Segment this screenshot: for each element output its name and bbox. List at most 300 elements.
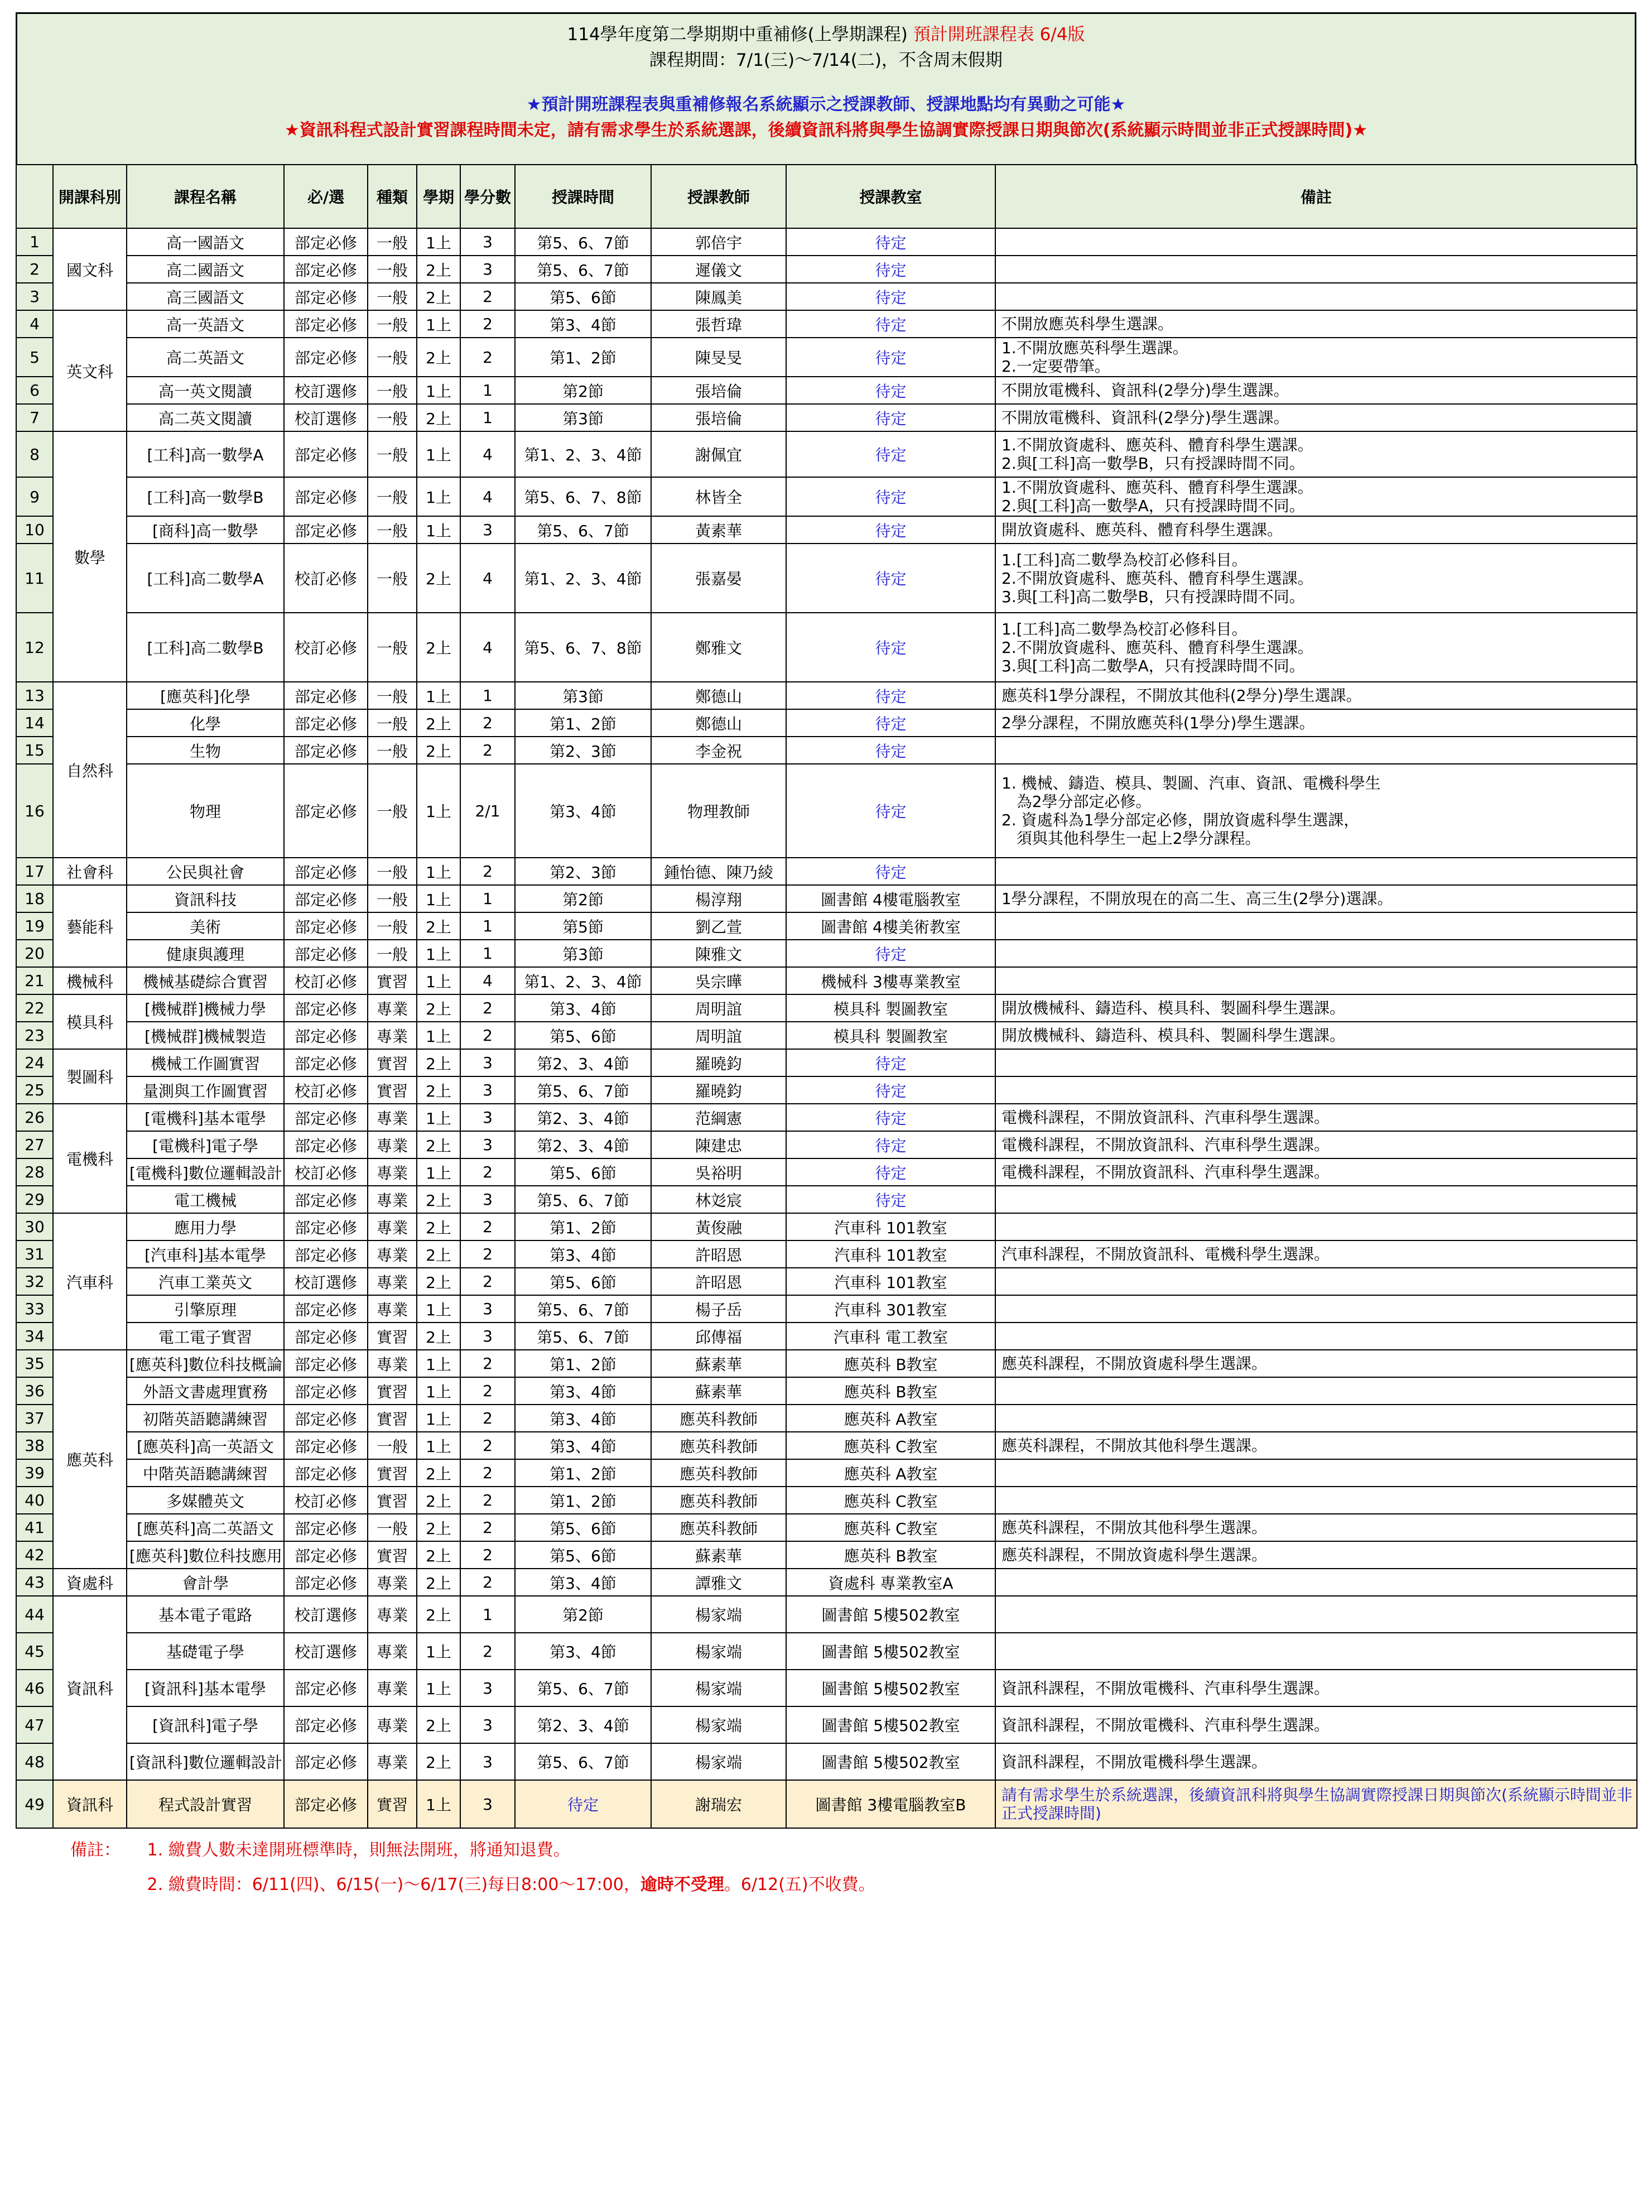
classroom-cell: 圖書館 3樓電腦教室B	[786, 1780, 995, 1828]
course-kind-cell: 專業	[368, 1186, 417, 1213]
course-name-cell: 會計學	[127, 1569, 284, 1596]
teacher-name-cell: 林彣宸	[651, 1186, 786, 1213]
required-type-cell: 校訂選修	[284, 1633, 368, 1670]
classroom-cell: 待定	[786, 228, 995, 256]
row-number-cell: 28	[16, 1158, 53, 1186]
semester-cell: 2上	[417, 1186, 460, 1213]
row-number-cell: 3	[16, 283, 53, 310]
course-kind-cell: 專業	[368, 1022, 417, 1049]
classroom-cell: 待定	[786, 1158, 995, 1186]
classroom-cell: 圖書館 5樓502教室	[786, 1743, 995, 1780]
course-kind-cell: 一般	[368, 709, 417, 737]
table-row	[16, 1541, 1637, 1569]
sheet-header	[16, 12, 1636, 164]
teacher-name-cell: 應英科教師	[651, 1405, 786, 1432]
course-kind-cell: 專業	[368, 1268, 417, 1295]
department-cell: 汽車科	[53, 1213, 127, 1350]
course-name-cell: 高三國語文	[127, 283, 284, 310]
course-table-body	[16, 228, 1637, 1828]
required-type-cell: 部定必修	[284, 431, 368, 477]
department-cell: 數學	[53, 431, 127, 682]
credits-cell: 2	[460, 1541, 515, 1569]
table-row	[16, 709, 1637, 737]
class-time-cell: 第3節	[515, 404, 651, 431]
classroom-cell: 汽車科 301教室	[786, 1295, 995, 1323]
row-number-cell: 44	[16, 1596, 53, 1633]
class-time-cell: 第2節	[515, 377, 651, 404]
classroom-cell: 待定	[786, 283, 995, 310]
credits-cell: 4	[460, 967, 515, 994]
row-number-cell: 18	[16, 885, 53, 912]
semester-cell: 1上	[417, 1670, 460, 1706]
course-name-cell: 化學	[127, 709, 284, 737]
course-name-cell: 汽車工業英文	[127, 1268, 284, 1295]
course-kind-cell: 一般	[368, 256, 417, 283]
row-number-cell: 47	[16, 1706, 53, 1743]
note-cell	[995, 283, 1637, 310]
teacher-name-cell: 許昭恩	[651, 1240, 786, 1268]
note-cell: 不開放電機科、資訊科(2學分)學生選課。	[995, 377, 1637, 404]
table-row	[16, 764, 1637, 858]
semester-cell: 1上	[417, 858, 460, 885]
class-time-cell: 第5、6、7節	[515, 1186, 651, 1213]
classroom-cell: 應英科 C教室	[786, 1487, 995, 1514]
table-row	[16, 1022, 1637, 1049]
table-row	[16, 1596, 1637, 1633]
required-type-cell: 部定必修	[284, 1104, 368, 1131]
semester-cell: 2上	[417, 338, 460, 377]
required-type-cell: 部定必修	[284, 1323, 368, 1350]
course-name-cell: [工科]高二數學B	[127, 613, 284, 682]
required-type-cell: 部定必修	[284, 1131, 368, 1158]
required-type-cell: 部定必修	[284, 1459, 368, 1487]
class-time-cell: 第3節	[515, 940, 651, 967]
row-number-cell: 30	[16, 1213, 53, 1240]
course-kind-cell: 專業	[368, 1104, 417, 1131]
teacher-name-cell: 李金祝	[651, 737, 786, 764]
row-number-cell: 29	[16, 1186, 53, 1213]
teacher-name-cell: 林皆全	[651, 477, 786, 516]
class-time-cell: 第3、4節	[515, 1377, 651, 1405]
classroom-cell: 汽車科 101教室	[786, 1240, 995, 1268]
course-name-cell: 高一英文閱讀	[127, 377, 284, 404]
teacher-name-cell: 羅曉鈞	[651, 1076, 786, 1104]
course-name-cell: [工科]高一數學B	[127, 477, 284, 516]
course-name-cell: 公民與社會	[127, 858, 284, 885]
course-name-cell: 電工電子實習	[127, 1323, 284, 1350]
course-name-cell: [應英科]數位科技應用	[127, 1541, 284, 1569]
class-time-cell: 第5、6、7節	[515, 256, 651, 283]
row-number-cell: 37	[16, 1405, 53, 1432]
credits-cell: 3	[460, 1104, 515, 1131]
note-cell: 應英科課程，不開放資處科學生選課。	[995, 1541, 1637, 1569]
course-kind-cell: 專業	[368, 1295, 417, 1323]
course-kind-cell: 專業	[368, 1569, 417, 1596]
classroom-cell: 圖書館 5樓502教室	[786, 1596, 995, 1633]
footer-item-2c: 。6/12(五)不收費。	[724, 1875, 875, 1894]
teacher-name-cell: 蘇素華	[651, 1541, 786, 1569]
department-cell: 藝能科	[53, 885, 127, 967]
note-cell: 開放機械科、鑄造科、模具科、製圖科學生選課。	[995, 1022, 1637, 1049]
required-type-cell: 校訂必修	[284, 1158, 368, 1186]
required-type-cell: 部定必修	[284, 1569, 368, 1596]
course-kind-cell: 一般	[368, 338, 417, 377]
class-time-cell: 第3、4節	[515, 994, 651, 1022]
note-cell	[995, 1295, 1637, 1323]
teacher-name-cell: 鍾怡德、陳乃綾	[651, 858, 786, 885]
table-row	[16, 1377, 1637, 1405]
course-name-cell: 程式設計實習	[127, 1780, 284, 1828]
classroom-cell: 應英科 A教室	[786, 1405, 995, 1432]
course-name-cell: 引擎原理	[127, 1295, 284, 1323]
teacher-name-cell: 黃素華	[651, 516, 786, 544]
course-kind-cell: 一般	[368, 431, 417, 477]
course-name-cell: [應英科]高二英語文	[127, 1514, 284, 1541]
note-cell	[995, 1596, 1637, 1633]
semester-cell: 2上	[417, 1323, 460, 1350]
credits-cell: 3	[460, 1780, 515, 1828]
course-name-cell: 高一英語文	[127, 310, 284, 338]
credits-cell: 3	[460, 1049, 515, 1076]
classroom-cell: 待定	[786, 1104, 995, 1131]
credits-cell: 2	[460, 1405, 515, 1432]
row-number-cell: 17	[16, 858, 53, 885]
course-name-cell: 資訊科技	[127, 885, 284, 912]
credits-cell: 4	[460, 477, 515, 516]
note-cell	[995, 1487, 1637, 1514]
credits-cell: 4	[460, 544, 515, 613]
course-kind-cell: 專業	[368, 1743, 417, 1780]
classroom-cell: 汽車科 電工教室	[786, 1323, 995, 1350]
row-number-cell: 19	[16, 912, 53, 940]
course-kind-cell: 一般	[368, 764, 417, 858]
classroom-cell: 應英科 B教室	[786, 1541, 995, 1569]
credits-cell: 2	[460, 994, 515, 1022]
classroom-cell: 應英科 B教室	[786, 1350, 995, 1377]
course-kind-cell: 一般	[368, 682, 417, 709]
teacher-name-cell: 邱傳福	[651, 1323, 786, 1350]
semester-cell: 2上	[417, 1541, 460, 1569]
credits-cell: 2	[460, 1268, 515, 1295]
semester-cell: 2上	[417, 1076, 460, 1104]
course-name-cell: [電機科]數位邏輯設計	[127, 1158, 284, 1186]
table-row	[16, 1186, 1637, 1213]
row-number-cell: 36	[16, 1377, 53, 1405]
table-row	[16, 1743, 1637, 1780]
table-row	[16, 1633, 1637, 1670]
note-cell: 1.[工科]高二數學為校訂必修科目。 2.不開放資處科、應英科、體育科學生選課。 3.與[工科]高二數學B，只有授課時間不同。	[995, 544, 1637, 613]
teacher-name-cell: 謝佩宜	[651, 431, 786, 477]
class-time-cell: 第1、2、3、4節	[515, 967, 651, 994]
required-type-cell: 部定必修	[284, 1432, 368, 1459]
notice-red: ★資訊科程式設計實習課程時間未定，請有需求學生於系統選課，後續資訊科將與學生協調實際授課日期與節次(系統顯示時間並非正式授課時間)★	[284, 121, 1368, 140]
course-name-cell: 外語文書處理實務	[127, 1377, 284, 1405]
credits-cell: 1	[460, 1596, 515, 1633]
teacher-name-cell: 譚雅文	[651, 1569, 786, 1596]
col-header-credits: 學分數	[460, 165, 515, 228]
course-name-cell: 基礎電子學	[127, 1633, 284, 1670]
credits-cell: 3	[460, 516, 515, 544]
class-time-cell: 第2節	[515, 1596, 651, 1633]
course-kind-cell: 一般	[368, 912, 417, 940]
course-name-cell: 高一國語文	[127, 228, 284, 256]
semester-cell: 2上	[417, 912, 460, 940]
table-row	[16, 1405, 1637, 1432]
class-time-cell: 第2、3、4節	[515, 1049, 651, 1076]
credits-cell: 3	[460, 228, 515, 256]
department-cell: 資處科	[53, 1569, 127, 1596]
classroom-cell: 待定	[786, 404, 995, 431]
class-time-cell: 第5、6、7節	[515, 516, 651, 544]
teacher-name-cell: 應英科教師	[651, 1487, 786, 1514]
teacher-name-cell: 張培倫	[651, 377, 786, 404]
teacher-name-cell: 應英科教師	[651, 1514, 786, 1541]
required-type-cell: 校訂選修	[284, 404, 368, 431]
department-cell: 國文科	[53, 228, 127, 310]
required-type-cell: 部定必修	[284, 1240, 368, 1268]
note-cell	[995, 940, 1637, 967]
course-kind-cell: 一般	[368, 544, 417, 613]
credits-cell: 4	[460, 613, 515, 682]
semester-cell: 1上	[417, 1633, 460, 1670]
semester-cell: 1上	[417, 310, 460, 338]
class-time-cell: 第1、2、3、4節	[515, 544, 651, 613]
table-row	[16, 1076, 1637, 1104]
required-type-cell: 部定必修	[284, 1186, 368, 1213]
row-number-cell: 26	[16, 1104, 53, 1131]
teacher-name-cell: 許昭恩	[651, 1268, 786, 1295]
required-type-cell: 部定必修	[284, 1541, 368, 1569]
course-name-cell: 高二英文閱讀	[127, 404, 284, 431]
table-row	[16, 682, 1637, 709]
table-row	[16, 377, 1637, 404]
required-type-cell: 校訂選修	[284, 1596, 368, 1633]
semester-cell: 1上	[417, 885, 460, 912]
course-kind-cell: 實習	[368, 1459, 417, 1487]
semester-cell: 2上	[417, 1049, 460, 1076]
required-type-cell: 校訂必修	[284, 544, 368, 613]
semester-cell: 1上	[417, 431, 460, 477]
course-name-cell: [資訊科]電子學	[127, 1706, 284, 1743]
teacher-name-cell: 蘇素華	[651, 1377, 786, 1405]
table-row	[16, 1158, 1637, 1186]
table-row	[16, 994, 1637, 1022]
department-cell: 應英科	[53, 1350, 127, 1569]
teacher-name-cell: 陳旻旻	[651, 338, 786, 377]
teacher-name-cell: 楊淳翔	[651, 885, 786, 912]
course-kind-cell: 實習	[368, 1487, 417, 1514]
class-time-cell: 第2節	[515, 885, 651, 912]
row-number-cell: 46	[16, 1670, 53, 1706]
note-cell: 資訊科課程，不開放電機科、汽車科學生選課。	[995, 1670, 1637, 1706]
course-kind-cell: 一般	[368, 613, 417, 682]
note-cell: 不開放電機科、資訊科(2學分)學生選課。	[995, 404, 1637, 431]
semester-cell: 1上	[417, 377, 460, 404]
course-name-cell: [電機科]電子學	[127, 1131, 284, 1158]
classroom-cell: 待定	[786, 338, 995, 377]
classroom-cell: 資處科 專業教室A	[786, 1569, 995, 1596]
semester-cell: 2上	[417, 1459, 460, 1487]
class-time-cell: 第5、6、7節	[515, 1670, 651, 1706]
semester-cell: 1上	[417, 1432, 460, 1459]
table-row	[16, 1295, 1637, 1323]
classroom-cell: 圖書館 5樓502教室	[786, 1706, 995, 1743]
teacher-name-cell: 周明誼	[651, 994, 786, 1022]
table-row	[16, 1213, 1637, 1240]
course-kind-cell: 一般	[368, 737, 417, 764]
classroom-cell: 模具科 製圖教室	[786, 1022, 995, 1049]
teacher-name-cell: 張培倫	[651, 404, 786, 431]
teacher-name-cell: 郭倍宇	[651, 228, 786, 256]
credits-cell: 2	[460, 1569, 515, 1596]
class-time-cell: 第2、3、4節	[515, 1706, 651, 1743]
course-kind-cell: 專業	[368, 1131, 417, 1158]
course-kind-cell: 實習	[368, 1049, 417, 1076]
credits-cell: 3	[460, 1323, 515, 1350]
row-number-cell: 23	[16, 1022, 53, 1049]
col-header-semester: 學期	[417, 165, 460, 228]
classroom-cell: 待定	[786, 1131, 995, 1158]
row-number-cell: 40	[16, 1487, 53, 1514]
required-type-cell: 校訂選修	[284, 1268, 368, 1295]
teacher-name-cell: 遲儀文	[651, 256, 786, 283]
class-time-cell: 第5、6節	[515, 1541, 651, 1569]
note-cell: 1. 機械、鑄造、模具、製圖、汽車、資訊、電機科學生 為2學分部定必修。 2. 資處科為1學分部定必修，開放資處科學生選課， 須與其他科學生一起上2學分課程。	[995, 764, 1637, 858]
teacher-name-cell: 應英科教師	[651, 1432, 786, 1459]
required-type-cell: 部定必修	[284, 283, 368, 310]
row-number-cell: 31	[16, 1240, 53, 1268]
table-row	[16, 1350, 1637, 1377]
footer-item-2b: 逾時不受理	[640, 1875, 724, 1894]
course-name-cell: 電工機械	[127, 1186, 284, 1213]
semester-cell: 2上	[417, 256, 460, 283]
row-number-cell: 20	[16, 940, 53, 967]
table-row	[16, 1323, 1637, 1350]
semester-cell: 2上	[417, 994, 460, 1022]
credits-cell: 2	[460, 310, 515, 338]
class-time-cell: 第2、3節	[515, 858, 651, 885]
credits-cell: 3	[460, 1186, 515, 1213]
credits-cell: 3	[460, 1743, 515, 1780]
col-header-department: 開課科別	[53, 165, 127, 228]
course-name-cell: [機械群]機械力學	[127, 994, 284, 1022]
semester-cell: 1上	[417, 967, 460, 994]
table-row	[16, 737, 1637, 764]
row-number-cell: 45	[16, 1633, 53, 1670]
note-cell	[995, 1323, 1637, 1350]
semester-cell: 2上	[417, 737, 460, 764]
class-time-cell: 第5、6、7節	[515, 1323, 651, 1350]
semester-cell: 2上	[417, 1240, 460, 1268]
credits-cell: 1	[460, 912, 515, 940]
classroom-cell: 待定	[786, 310, 995, 338]
required-type-cell: 部定必修	[284, 477, 368, 516]
course-kind-cell: 專業	[368, 1240, 417, 1268]
title-version: 預計開班課程表 6/4版	[913, 25, 1085, 45]
classroom-cell: 待定	[786, 737, 995, 764]
table-row	[16, 338, 1637, 377]
required-type-cell: 部定必修	[284, 858, 368, 885]
classroom-cell: 應英科 B教室	[786, 1377, 995, 1405]
required-type-cell: 部定必修	[284, 228, 368, 256]
table-row	[16, 912, 1637, 940]
note-cell: 電機科課程，不開放資訊科、汽車科學生選課。	[995, 1131, 1637, 1158]
course-kind-cell: 專業	[368, 1670, 417, 1706]
teacher-name-cell: 羅曉鈞	[651, 1049, 786, 1076]
course-kind-cell: 一般	[368, 940, 417, 967]
classroom-cell: 圖書館 5樓502教室	[786, 1633, 995, 1670]
semester-cell: 2上	[417, 1268, 460, 1295]
course-kind-cell: 一般	[368, 477, 417, 516]
classroom-cell: 應英科 C教室	[786, 1514, 995, 1541]
row-number-cell: 14	[16, 709, 53, 737]
row-number-cell: 8	[16, 431, 53, 477]
course-name-cell: [電機科]基本電學	[127, 1104, 284, 1131]
course-kind-cell: 實習	[368, 1541, 417, 1569]
teacher-name-cell: 張嘉晏	[651, 544, 786, 613]
row-number-cell: 10	[16, 516, 53, 544]
department-cell: 資訊科	[53, 1780, 127, 1828]
required-type-cell: 部定必修	[284, 310, 368, 338]
semester-cell: 1上	[417, 228, 460, 256]
course-name-cell: [機械群]機械製造	[127, 1022, 284, 1049]
teacher-name-cell: 吳宗曄	[651, 967, 786, 994]
classroom-cell: 待定	[786, 1186, 995, 1213]
semester-cell: 1上	[417, 1780, 460, 1828]
schedule-sheet	[16, 12, 1636, 1902]
table-row	[16, 885, 1637, 912]
note-cell: 開放資處科、應英科、體育科學生選課。	[995, 516, 1637, 544]
semester-cell: 2上	[417, 1131, 460, 1158]
note-cell	[995, 228, 1637, 256]
table-row	[16, 1459, 1637, 1487]
row-number-cell: 32	[16, 1268, 53, 1295]
note-cell: 電機科課程，不開放資訊科、汽車科學生選課。	[995, 1104, 1637, 1131]
department-cell: 自然科	[53, 682, 127, 858]
course-kind-cell: 一般	[368, 310, 417, 338]
course-kind-cell: 一般	[368, 283, 417, 310]
teacher-name-cell: 物理教師	[651, 764, 786, 858]
course-name-cell: 應用力學	[127, 1213, 284, 1240]
course-kind-cell: 一般	[368, 1432, 417, 1459]
course-name-cell: 健康與護理	[127, 940, 284, 967]
semester-cell: 1上	[417, 1405, 460, 1432]
note-cell	[995, 1049, 1637, 1076]
table-row	[16, 516, 1637, 544]
course-kind-cell: 一般	[368, 516, 417, 544]
teacher-name-cell: 范綱憲	[651, 1104, 786, 1131]
course-name-cell: 基本電子電路	[127, 1596, 284, 1633]
credits-cell: 2	[460, 858, 515, 885]
required-type-cell: 部定必修	[284, 1049, 368, 1076]
course-kind-cell: 一般	[368, 885, 417, 912]
classroom-cell: 汽車科 101教室	[786, 1213, 995, 1240]
credits-cell: 1	[460, 404, 515, 431]
table-row	[16, 1104, 1637, 1131]
teacher-name-cell: 楊子岳	[651, 1295, 786, 1323]
title-prefix: 114學年度第二學期期中重補修(上學期課程)	[567, 25, 908, 45]
class-time-cell: 第5、6、7節	[515, 1295, 651, 1323]
classroom-cell: 待定	[786, 544, 995, 613]
required-type-cell: 部定必修	[284, 940, 368, 967]
course-kind-cell: 實習	[368, 1323, 417, 1350]
semester-cell: 1上	[417, 1295, 460, 1323]
note-cell	[995, 858, 1637, 885]
required-type-cell: 部定必修	[284, 1022, 368, 1049]
required-type-cell: 部定必修	[284, 1377, 368, 1405]
course-name-cell: [資訊科]基本電學	[127, 1670, 284, 1706]
col-header-note: 備註	[995, 165, 1637, 228]
